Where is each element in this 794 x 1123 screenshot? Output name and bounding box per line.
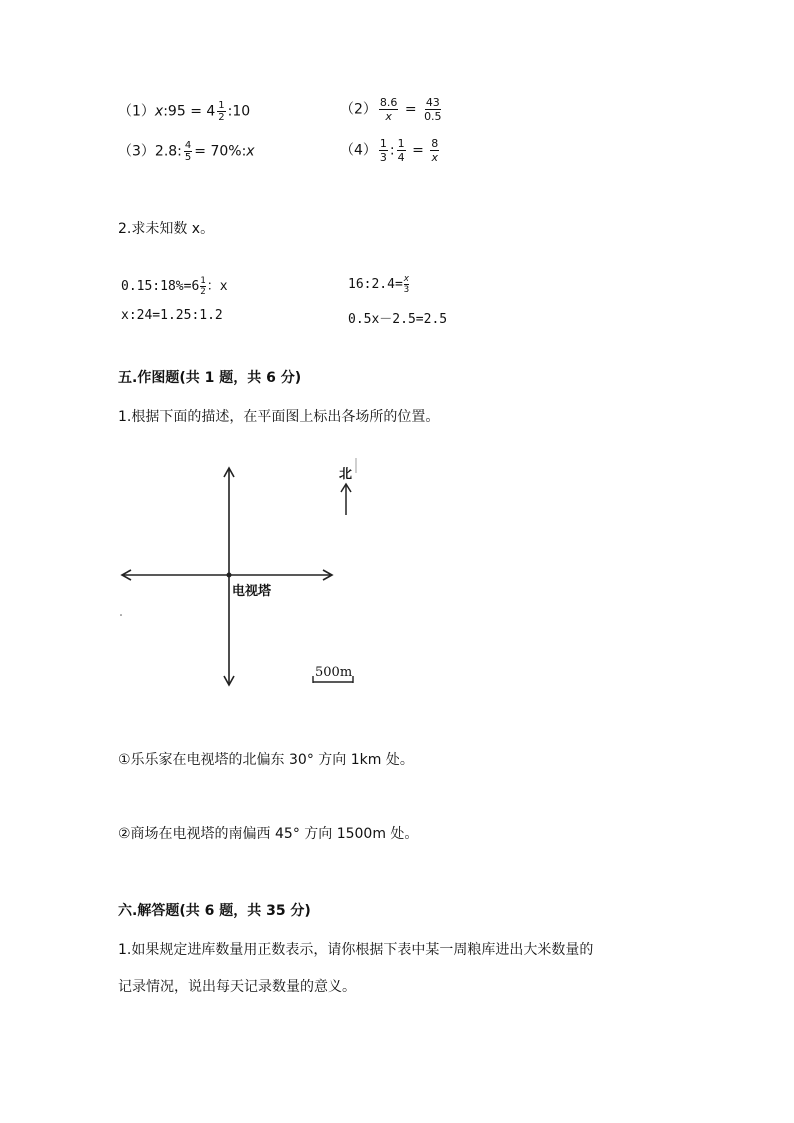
equation-q2-3: x:24=1.25:1.2 <box>121 308 223 323</box>
numerator: 1 <box>200 276 206 286</box>
stray-dot <box>120 614 122 616</box>
section-6-question-1-line-1: 1.如果规定进库数量用正数表示，请你根据下表中某一周粮库进出大米数量的 <box>118 942 594 958</box>
variable: x <box>246 143 255 160</box>
numerator: 43 <box>425 96 440 109</box>
fraction <box>430 137 439 164</box>
fraction <box>184 140 192 163</box>
equation-q2-1 <box>121 275 228 297</box>
numerator: 1 <box>397 137 405 150</box>
numerator: 8.6 <box>379 96 398 109</box>
fraction <box>423 96 443 123</box>
fraction <box>397 137 406 164</box>
numerator: 1 <box>218 100 225 111</box>
colon: : <box>389 142 395 159</box>
denominator: 5 <box>184 152 192 163</box>
equals-sign: = <box>404 101 417 118</box>
equation-text: = 70%: <box>194 143 247 160</box>
denominator: 3 <box>403 285 410 295</box>
section-5-item-1: ①乐乐家在电视塔的北偏东 30° 方向 1km 处。 <box>118 752 414 768</box>
denominator: 4 <box>397 151 405 164</box>
equation-3 <box>118 140 255 163</box>
section-6-heading: 六.解答题(共 6 题，共 35 分) <box>118 903 311 919</box>
numerator: 1 <box>379 137 387 150</box>
section-5-question-1: 1.根据下面的描述，在平面图上标出各场所的位置。 <box>118 409 440 425</box>
section-5-heading: 五.作图题(共 1 题，共 6 分) <box>118 370 302 386</box>
center-point <box>227 573 232 578</box>
equation-text: 16:2.4= <box>348 277 403 292</box>
fraction <box>200 276 205 297</box>
equation-label: （1） <box>118 103 155 120</box>
equation-text: 0.15:18%=6 <box>121 279 200 294</box>
denominator: 2 <box>218 112 225 123</box>
denominator: x <box>385 110 392 123</box>
equation-text: 2.8: <box>154 143 182 160</box>
denominator: 3 <box>379 151 387 164</box>
fraction <box>404 274 409 295</box>
equation-1 <box>118 100 250 123</box>
numerator: 8 <box>431 137 439 150</box>
scale-label: 500m <box>315 665 353 680</box>
equation-q2-4: 0.5x－2.5=2.5 <box>348 312 448 327</box>
section-5-item-2: ②商场在电视塔的南偏西 45° 方向 1500m 处。 <box>118 826 419 842</box>
equation-label: （4） <box>340 142 377 159</box>
variable: x <box>154 103 164 120</box>
equation-text: ：x <box>206 279 228 294</box>
equation-4 <box>340 137 441 164</box>
equation-text: :10 <box>227 103 251 120</box>
fraction <box>379 137 388 164</box>
equation-text: :95 = 4 <box>163 103 216 120</box>
denominator: 2 <box>200 287 206 297</box>
denominator: 0.5 <box>424 110 442 123</box>
denominator: x <box>431 151 439 164</box>
fraction <box>217 100 225 123</box>
tv-tower-label: 电视塔 <box>232 584 272 599</box>
equation-q2-2 <box>348 274 410 295</box>
numerator: x <box>403 274 410 284</box>
equation-label: （2） <box>340 101 377 118</box>
north-label: 北 <box>339 467 353 482</box>
equation-label: （3） <box>118 143 155 160</box>
numerator: 4 <box>184 140 192 151</box>
equals-sign: = <box>412 142 424 159</box>
section-6-question-1-line-2: 记录情况，说出每天记录数量的意义。 <box>118 979 356 995</box>
equation-2 <box>340 96 445 123</box>
fraction <box>379 96 399 123</box>
question-2-title: 2.求未知数 x。 <box>118 221 215 237</box>
